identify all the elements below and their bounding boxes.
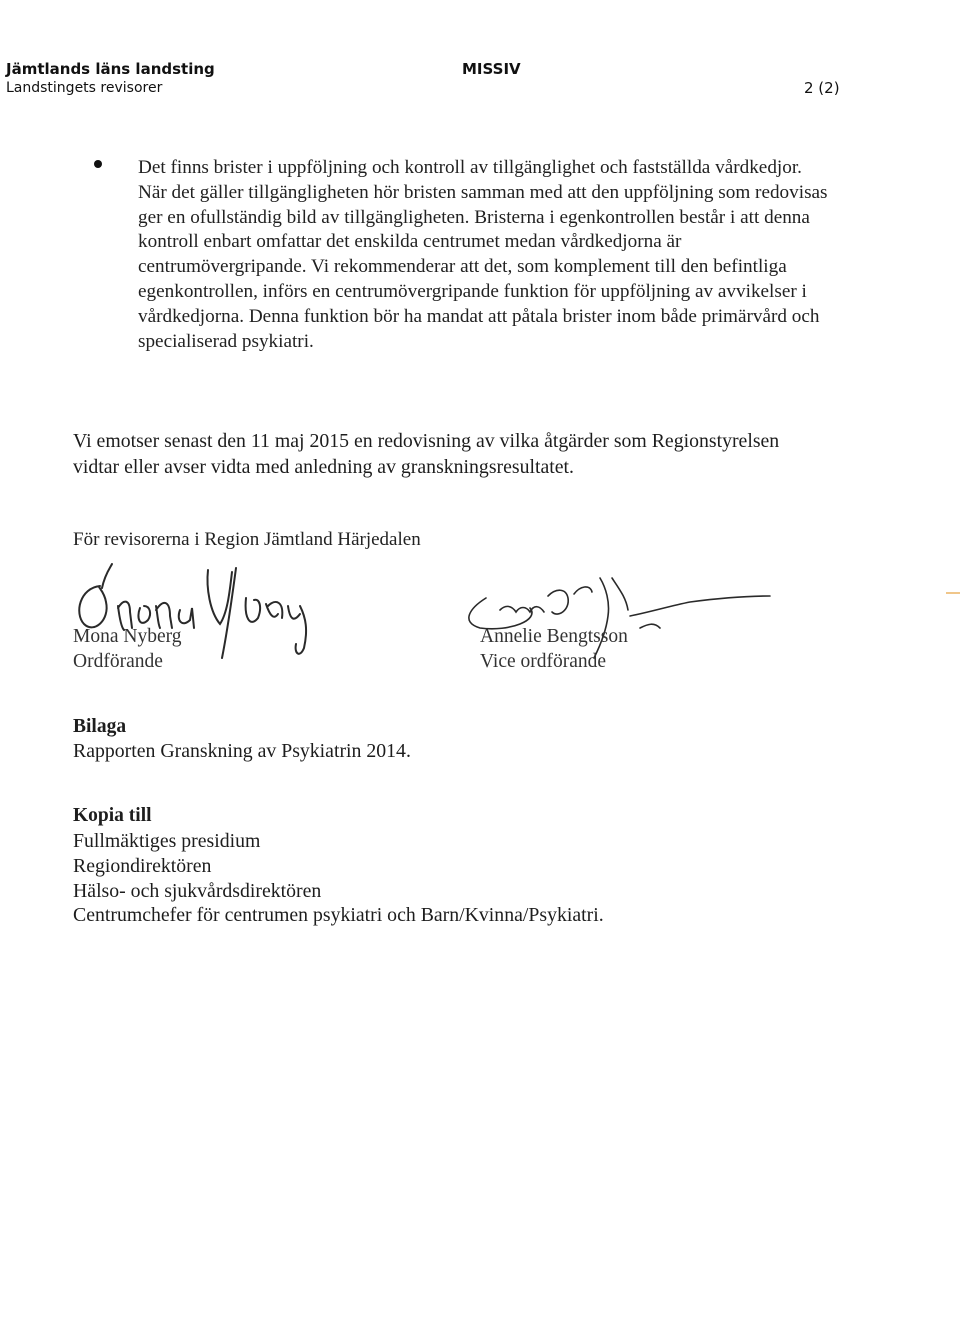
attachment-heading: Bilaga [73,716,127,737]
signatory-1-role: Ordförande [73,651,163,672]
bullet-icon [94,160,102,168]
signatory-1-name: Mona Nyberg [73,626,182,647]
findings-paragraph: Det finns brister i uppföljning och kontroll av tillgänglighet och fastställda vårdkedjor. När det gäller tillgängligheten hör bristen samman med att den uppföljning som redovisas ger en ofullständig bild av tillgängligheten. Bristerna i egenkontrollen består i att denna kontroll enbart omfattar det enskilda centrumet medan vårdkedjorna är centrumövergripande. Vi rekommenderar att det, som komplement till den befintliga egenkontrollen, införs en centrumövergripande funktion för uppföljning av avvikelser i vårdkedjorna. Denna funktion bör ha mandat att påtala brister inom både primärvård och specialiserad psykiatri. [138,157,828,352]
attachment-item: Rapporten Granskning av Psykiatrin 2014. [73,740,411,762]
copy-to-recipient: Fullmäktiges presidium [73,830,261,852]
signatory-2-role: Vice ordförande [480,651,607,672]
scan-edge-mark [946,592,960,594]
copy-to-recipient: Regiondirektören [73,854,212,877]
header-organization: Jämtlands läns landsting [6,60,215,78]
signature-heading: För revisorerna i Region Jämtland Härjedalen [73,529,421,550]
copy-to-recipient: Centrumchefer för centrumen psykiatri och Barn/Kvinna/Psykiatri. [73,904,604,927]
header-page-number: 2 (2) [804,79,840,97]
signatory-2-name: Annelie Bengtsson [480,626,628,647]
header-department: Landstingets revisorer [6,80,163,96]
header-document-type: MISSIV [462,60,521,78]
handwritten-signatures-image [60,558,800,688]
request-paragraph: Vi emotser senast den 11 maj 2015 en redovisning av vilka åtgärder som Regionstyrelsen vidtar eller avser vidta med anledning av granskningsresultatet. [73,430,780,478]
copy-to-heading: Kopia till [73,805,152,826]
copy-to-list [73,829,604,928]
copy-to-recipient: Hälso- och sjukvårdsdirektören [73,879,322,902]
